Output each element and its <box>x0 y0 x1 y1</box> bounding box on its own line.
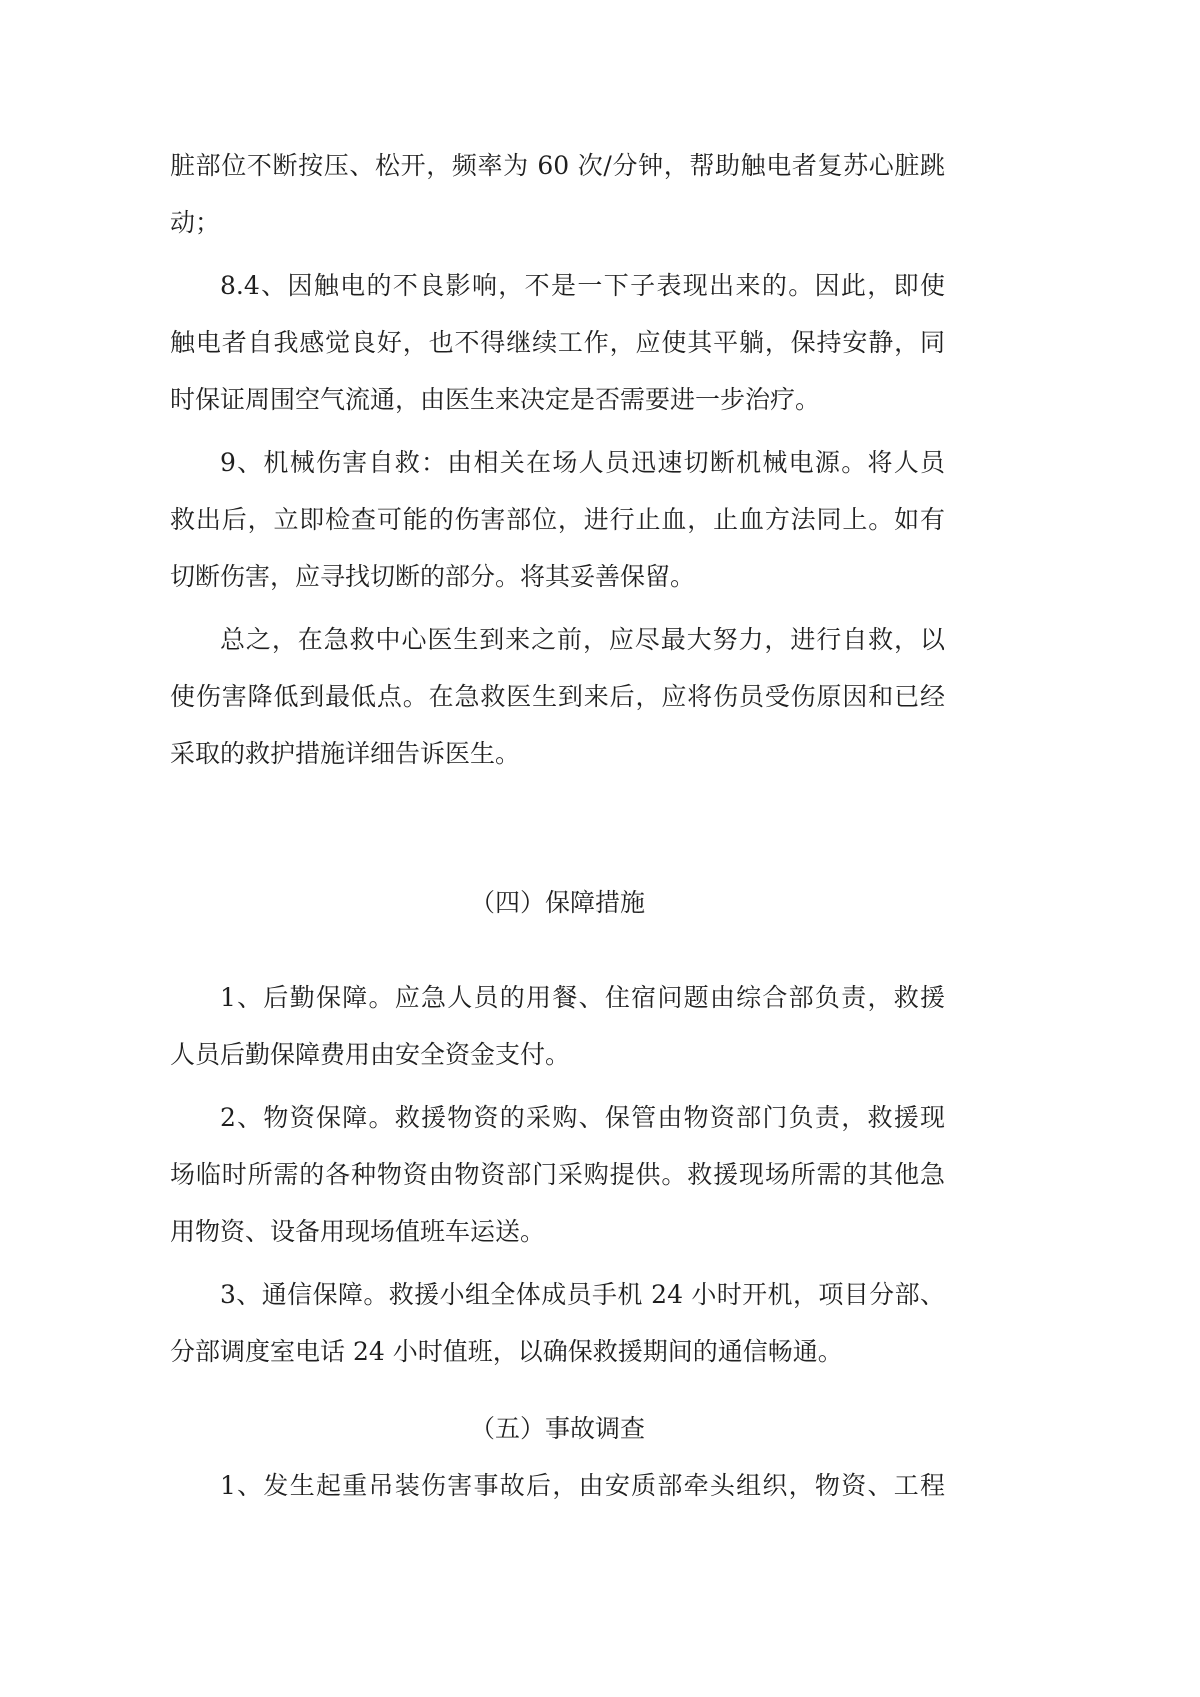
text-line: 分部调度室电话 24 小时值班，以确保救援期间的通信畅通。 <box>170 1337 843 1366</box>
paragraph-2-material-support <box>170 1089 945 1260</box>
paragraph-9-mechanical-injury <box>170 434 945 605</box>
text-line: 切断伤害，应寻找切断的部分。将其妥善保留。 <box>170 562 696 591</box>
text-line: 1、发生起重吊装伤害事故后，由安质部牵头组织，物资、工程 <box>220 1471 945 1500</box>
text-line: 救出后，立即检查可能的伤害部位，进行止血，止血方法同上。如有 <box>170 505 945 534</box>
text-line: 时保证周围空气流通，由医生来决定是否需要进一步治疗。 <box>170 385 821 414</box>
text-line: 采取的救护措施详细告诉医生。 <box>170 739 521 768</box>
paragraph-1-logistics-support <box>170 969 945 1083</box>
paragraph-3-communication-support <box>170 1266 945 1380</box>
paragraph-heart-massage <box>170 137 945 251</box>
text-line: 3、通信保障。救援小组全体成员手机 24 小时开机，项目分部、 <box>220 1280 945 1309</box>
text-line: 人员后勤保障费用由安全资金支付。 <box>170 1040 571 1069</box>
text-line: 脏部位不断按压、松开，频率为 60 次/分钟，帮助触电者复苏心脏跳 <box>170 151 945 180</box>
text-line: 使伤害降低到最低点。在急救医生到来后，应将伤员受伤原因和已经 <box>170 682 945 711</box>
paragraph-8-4-electric-shock <box>170 257 945 428</box>
paragraph-1-lifting-accident <box>170 1457 945 1514</box>
text-line: 1、后勤保障。应急人员的用餐、住宿问题由综合部负责，救援 <box>220 983 945 1012</box>
text-line: 动； <box>170 208 221 237</box>
paragraph-summary-self-rescue <box>170 611 945 782</box>
text-line: 9、机械伤害自救：由相关在场人员迅速切断机械电源。将人员 <box>220 448 945 477</box>
section-heading-support-measures: （四）保障措施 <box>469 888 645 917</box>
text-line: 场临时所需的各种物资由物资部门采购提供。救援现场所需的其他急 <box>170 1160 945 1189</box>
text-line: 8.4、因触电的不良影响，不是一下子表现出来的。因此，即使 <box>220 271 945 300</box>
section-heading-accident-investigation: （五）事故调查 <box>469 1414 645 1443</box>
text-line: 触电者自我感觉良好，也不得继续工作，应使其平躺，保持安静，同 <box>170 328 945 357</box>
text-line: 总之，在急救中心医生到来之前，应尽最大努力，进行自救，以 <box>220 625 945 654</box>
text-line: 用物资、设备用现场值班车运送。 <box>170 1217 546 1246</box>
document-text-area <box>170 137 945 1520</box>
text-line: 2、物资保障。救援物资的采购、保管由物资部门负责，救援现 <box>220 1103 945 1132</box>
